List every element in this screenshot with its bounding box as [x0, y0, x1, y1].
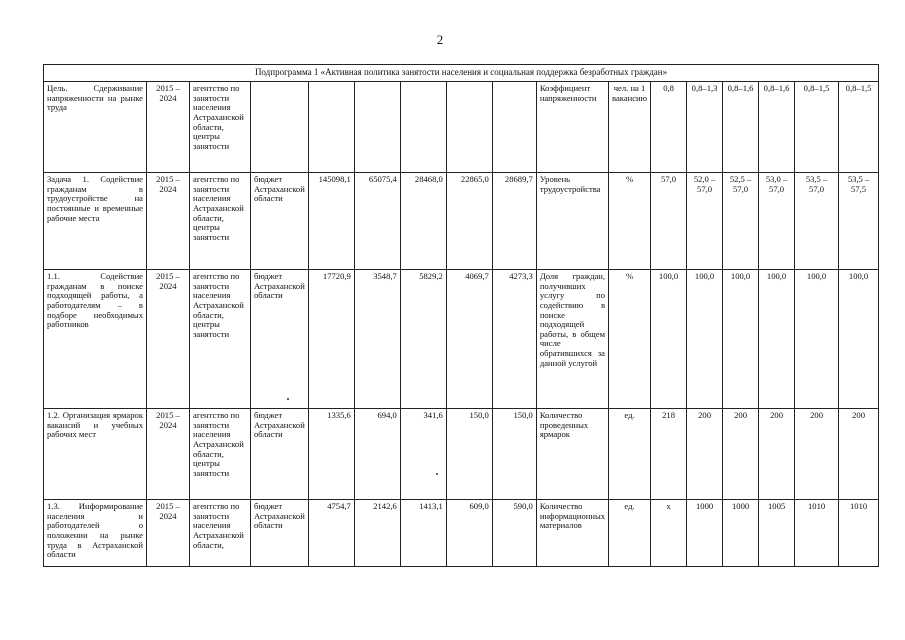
measure-row-1-1 — [44, 270, 879, 409]
measure-name-cell: 1.2. Организация ярмарок вакансий и учебных рабочих мест — [44, 409, 147, 500]
indicator-value-cell: 0,8 — [651, 82, 687, 173]
indicator-name-cell: Количество информационных материалов — [536, 500, 608, 567]
funding-amount-cell — [446, 82, 492, 173]
indicator-value-cell: 200 — [723, 409, 759, 500]
funding-amount-cell: 590,0 — [492, 500, 536, 567]
funding-amount-cell: 694,0 — [354, 409, 400, 500]
indicator-unit-cell: ед. — [609, 409, 651, 500]
funding-amount-cell: 17720,9 — [308, 270, 354, 409]
scan-speck — [287, 398, 289, 400]
indicator-name-cell: Коэффициент напряженности — [536, 82, 608, 173]
executor-cell: агентство по занятости населения Астраханской области, центры занятости — [190, 82, 251, 173]
indicator-name-cell: Доля граждан, получивших услугу по содействию в поиске подходящей работы, в общем числе обратившихся за данной услугой — [536, 270, 608, 409]
funding-source-cell: бюджет Астраханской области — [251, 270, 309, 409]
funding-amount-cell: 65075,4 — [354, 173, 400, 270]
indicator-value-cell: 100,0 — [723, 270, 759, 409]
indicator-value-cell: 100,0 — [795, 270, 839, 409]
funding-amount-cell: 1413,1 — [400, 500, 446, 567]
funding-source-cell: бюджет Астраханской области — [251, 500, 309, 567]
indicator-name-cell: Уровень трудоустройства — [536, 173, 608, 270]
funding-amount-cell: 28468,0 — [400, 173, 446, 270]
indicator-value-cell: 52,0 – 57,0 — [687, 173, 723, 270]
funding-amount-cell: 5829,2 — [400, 270, 446, 409]
indicator-value-cell: 200 — [687, 409, 723, 500]
indicator-value-cell: 57,0 — [651, 173, 687, 270]
funding-amount-cell: 4754,7 — [308, 500, 354, 567]
period-cell: 2015 – 2024 — [147, 82, 190, 173]
indicator-value-cell: 200 — [759, 409, 795, 500]
indicator-value-cell: 1010 — [795, 500, 839, 567]
indicator-value-cell: 100,0 — [839, 270, 879, 409]
measure-name-cell: 1.1. Содействие гражданам в поиске подходящей работы, а работодателям – в подборе необходимых работников — [44, 270, 147, 409]
indicator-value-cell: 0,8–1,5 — [839, 82, 879, 173]
funding-amount-cell: 28689,7 — [492, 173, 536, 270]
measure-name-cell: Задача 1. Содействие гражданам в трудоустройстве на постоянные и временные рабочие места — [44, 173, 147, 270]
funding-amount-cell: 145098,1 — [308, 173, 354, 270]
funding-amount-cell — [308, 82, 354, 173]
measure-name-cell: Цель. Сдерживание напряженности на рынке труда — [44, 82, 147, 173]
indicator-value-cell: 0,8–1,6 — [723, 82, 759, 173]
indicator-value-cell: 1010 — [839, 500, 879, 567]
executor-cell: агентство по занятости населения Астраханской области, центры занятости — [190, 173, 251, 270]
indicator-unit-cell: ед. — [609, 500, 651, 567]
funding-amount-cell: 4273,3 — [492, 270, 536, 409]
subprogram-table — [43, 64, 879, 567]
funding-amount-cell: 22865,0 — [446, 173, 492, 270]
indicator-value-cell: 53,5 – 57,5 — [839, 173, 879, 270]
task-row — [44, 173, 879, 270]
page-number: 2 — [436, 32, 444, 47]
period-cell: 2015 – 2024 — [147, 500, 190, 567]
indicator-value-cell: 218 — [651, 409, 687, 500]
executor-cell: агентство по занятости населения Астраханской области, центры занятости — [190, 409, 251, 500]
funding-source-cell: бюджет Астраханской области — [251, 409, 309, 500]
funding-amount-cell — [492, 82, 536, 173]
indicator-value-cell: 200 — [839, 409, 879, 500]
indicator-value-cell: 100,0 — [687, 270, 723, 409]
measure-name-cell: 1.3. Информирование населения и работодателей о положении на рынке труда в Астраханской области — [44, 500, 147, 567]
indicator-value-cell: 0,8–1,5 — [795, 82, 839, 173]
funding-amount-cell: 150,0 — [446, 409, 492, 500]
indicator-unit-cell: % — [609, 270, 651, 409]
funding-amount-cell: 4069,7 — [446, 270, 492, 409]
indicator-value-cell: 200 — [795, 409, 839, 500]
indicator-value-cell: x — [651, 500, 687, 567]
indicator-value-cell: 1005 — [759, 500, 795, 567]
funding-amount-cell: 341,6 — [400, 409, 446, 500]
funding-amount-cell: 3548,7 — [354, 270, 400, 409]
executor-cell: агентство по занятости населения Астраханской области, центры занятости — [190, 270, 251, 409]
period-cell: 2015 – 2024 — [147, 173, 190, 270]
indicator-value-cell: 100,0 — [759, 270, 795, 409]
goal-row — [44, 82, 879, 173]
executor-cell: агентство по занятости населения Астраханской области, — [190, 500, 251, 567]
measure-row-1-2 — [44, 409, 879, 500]
indicator-value-cell: 0,8–1,6 — [759, 82, 795, 173]
indicator-unit-cell: % — [609, 173, 651, 270]
indicator-value-cell: 53,5 – 57,0 — [795, 173, 839, 270]
period-cell: 2015 – 2024 — [147, 270, 190, 409]
funding-source-cell — [251, 82, 309, 173]
funding-amount-cell: 609,0 — [446, 500, 492, 567]
funding-amount-cell: 150,0 — [492, 409, 536, 500]
indicator-value-cell: 0,8–1,3 — [687, 82, 723, 173]
indicator-value-cell: 1000 — [687, 500, 723, 567]
measure-row-1-3 — [44, 500, 879, 567]
scan-speck — [436, 473, 438, 475]
funding-amount-cell — [400, 82, 446, 173]
indicator-value-cell: 100,0 — [651, 270, 687, 409]
indicator-value-cell: 52,5 – 57,0 — [723, 173, 759, 270]
subprogram-title: Подпрограмма 1 «Активная политика занятости населения и социальная поддержка безработных граждан» — [44, 65, 879, 82]
funding-amount-cell: 2142,6 — [354, 500, 400, 567]
indicator-unit-cell: чел. на 1 вакансию — [609, 82, 651, 173]
period-cell: 2015 – 2024 — [147, 409, 190, 500]
funding-source-cell: бюджет Астраханской области — [251, 173, 309, 270]
indicator-value-cell: 53,0 – 57,0 — [759, 173, 795, 270]
funding-amount-cell: 1335,6 — [308, 409, 354, 500]
funding-amount-cell — [354, 82, 400, 173]
indicator-value-cell: 1000 — [723, 500, 759, 567]
indicator-name-cell: Количество проведенных ярмарок — [536, 409, 608, 500]
